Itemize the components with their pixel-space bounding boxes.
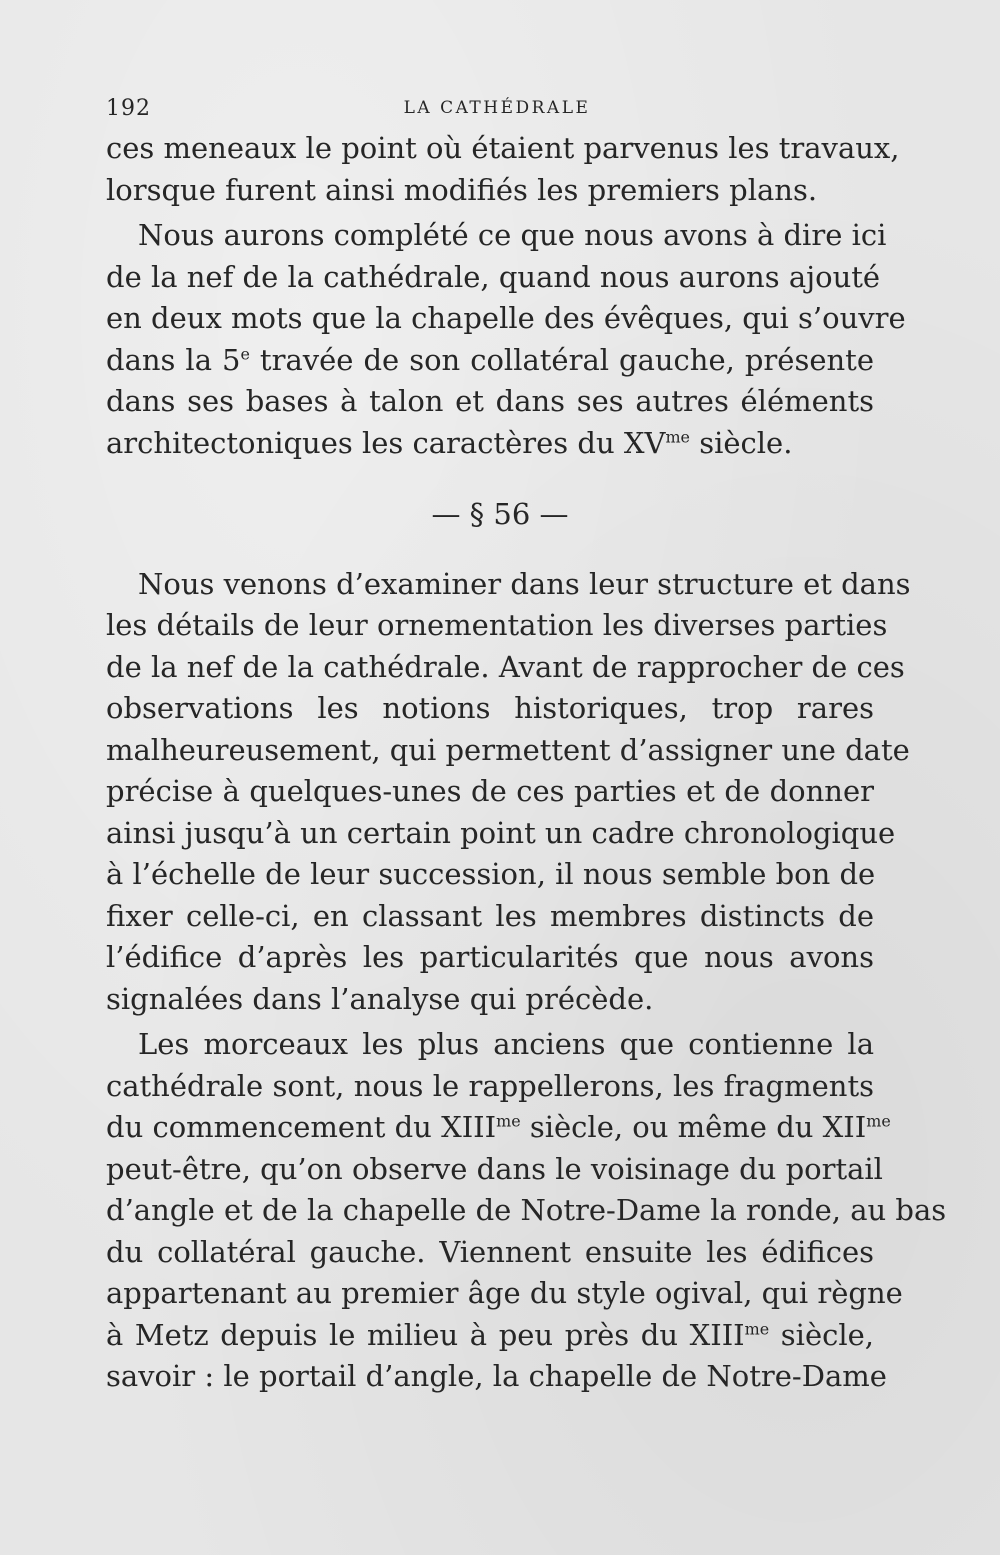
text-line: Nous venons d’examiner dans leur structure et dans [138, 566, 911, 601]
text-line: observations les notions historiques, trop rares [106, 691, 874, 725]
text-line: lorsque furent ainsi modifiés les premiers plans. [106, 172, 818, 207]
superscript: e [240, 344, 250, 364]
paragraph-3 [106, 564, 911, 1021]
text-line: dans la 5e travée de son collatéral gauche, présente [106, 342, 874, 377]
superscript: me [744, 1319, 770, 1339]
section-heading: — § 56 — [431, 497, 569, 531]
text-line: appartenant au premier âge du style ogival, qui règne [106, 1276, 903, 1310]
text-line: Nous aurons complété ce que nous avons à dire ici [138, 218, 887, 252]
text-line: du commencement du $XIII^{me}$ siècle, ou même du $XII^{me}$ [106, 1110, 891, 1144]
superscript: me [665, 427, 690, 447]
text-line: l’édifice d’après les particularités que nous avons [106, 940, 874, 974]
text-line: du collatéral gauche. Viennent ensuite les édifices [106, 1234, 874, 1269]
paragraph-2 [106, 215, 906, 464]
superscript: me [496, 1111, 521, 1131]
text-line: Les morceaux les plus anciens que contienne la [138, 1027, 874, 1061]
text-line: précise à quelques-unes de ces parties et de donner [106, 774, 874, 808]
text-line: à l’échelle de leur succession, il nous semble bon de [106, 857, 876, 891]
running-head [106, 96, 866, 130]
body-text [106, 128, 947, 1398]
text-line: fixer celle-ci, en classant les membres distincts de [106, 898, 874, 933]
paragraph-1 [106, 128, 900, 211]
text-line: dans ses bases à talon et dans ses autres éléments [106, 384, 874, 418]
text-line: signalées dans l’analyse qui précède. [106, 981, 654, 1016]
text-line: de la nef de la cathédrale. Avant de rapprocher de ces [106, 649, 905, 684]
text-line: ainsi jusqu’à un certain point un cadre chronologique [106, 815, 896, 850]
superscript: me [866, 1111, 891, 1131]
text-line: en deux mots que la chapelle des évêques, qui s’ouvre [106, 301, 906, 335]
text-line: savoir : le portail d’angle, la chapelle de Notre-Dame [106, 1359, 887, 1393]
text-line: de la nef de la cathédrale, quand nous aurons ajouté [106, 259, 881, 294]
paragraph-4 [106, 1024, 947, 1398]
page-header: LA CATHÉDRALE [403, 98, 591, 118]
page-number: 192 [106, 96, 151, 121]
text-line: architectoniques les caractères du $XV^{me}$ siècle. [106, 425, 793, 460]
text-line: d’angle et de la chapelle de Notre-Dame la ronde, au bas [106, 1193, 947, 1227]
text-line: ces meneaux le point où étaient parvenus les travaux, [106, 131, 900, 165]
text-line: peut-être, qu’on observe dans le voisinage du portail [106, 1151, 883, 1186]
text-line: cathédrale sont, nous le rappellerons, les fragments [106, 1068, 874, 1103]
text-line: les détails de leur ornementation les diverses parties [106, 608, 888, 642]
text-line: malheureusement, qui permettent d’assigner une date [106, 732, 910, 767]
text-line: à Metz depuis le milieu à peu près du $XIII^{me}$ siècle, [106, 1317, 875, 1352]
